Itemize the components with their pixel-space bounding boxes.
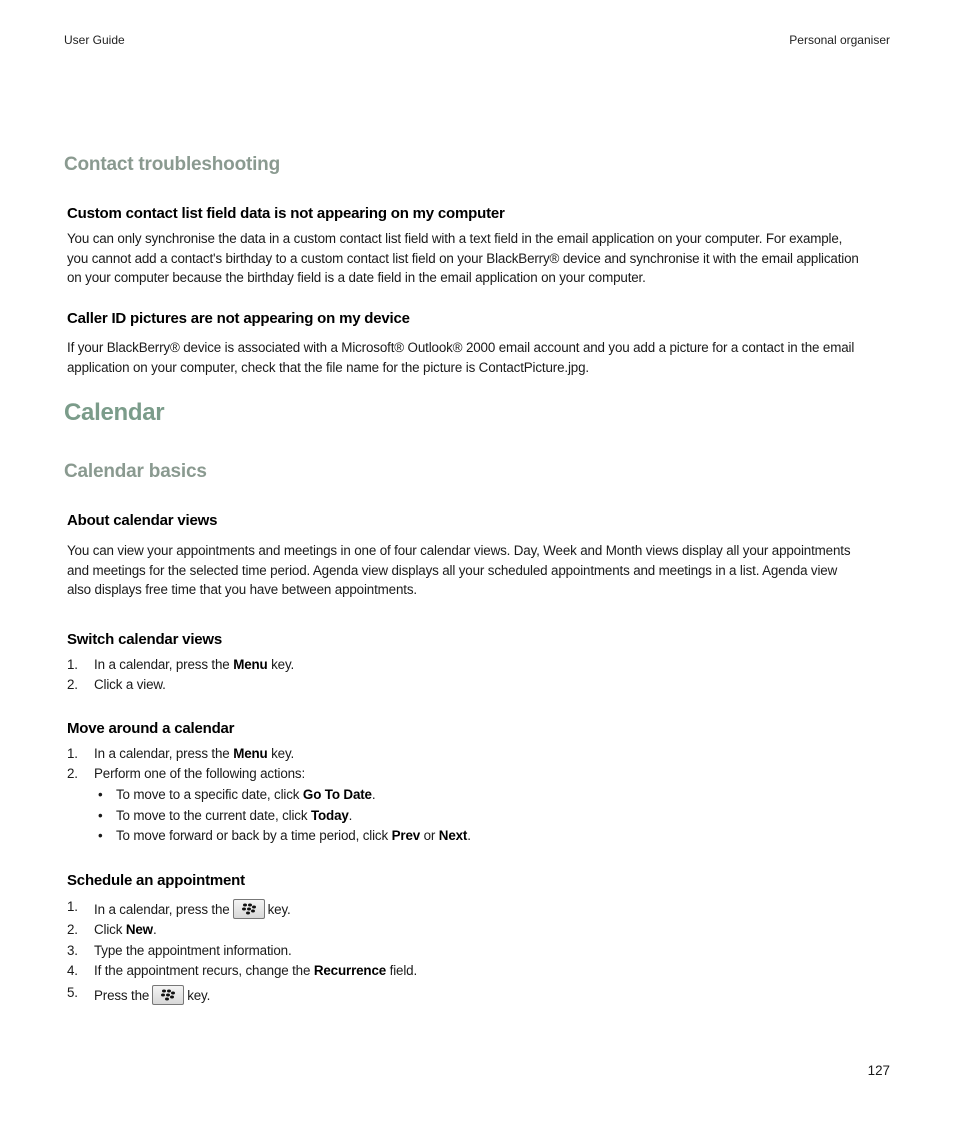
paragraph-line: on your computer because the birthday field is a date field in the email application on your computer. (67, 270, 646, 286)
heading-move-around-calendar: Move around a calendar (67, 720, 235, 737)
paragraph-line: also displays free time that you have between appointments. (67, 582, 417, 598)
step-text: Type the appointment information. (94, 943, 292, 958)
step-text: Press the key. (94, 985, 210, 1005)
paragraph-line: application on your computer, check that the file name for the picture is ContactPicture.jpg. (67, 359, 589, 375)
heading-schedule-appointment: Schedule an appointment (67, 872, 245, 889)
heading-caller-id: Caller ID pictures are not appearing on my device (67, 310, 410, 327)
step-text: In a calendar, press the key. (94, 899, 291, 919)
blackberry-escape-key-icon (233, 899, 265, 919)
bullet-text: To move to a specific date, click Go To Date. (116, 787, 376, 802)
step-number: 3. (67, 943, 78, 958)
heading-switch-calendar-views: Switch calendar views (67, 631, 223, 648)
running-header-right: Personal organiser (789, 33, 890, 47)
bullet-icon: • (98, 787, 103, 802)
step-text: Perform one of the following actions: (94, 766, 306, 781)
heading-about-calendar-views: About calendar views (67, 512, 218, 529)
bullet-text: To move to the current date, click Today. (116, 808, 353, 823)
step-number: 2. (67, 766, 78, 781)
paragraph-about-calendar-views (67, 541, 893, 600)
step-number: 1. (67, 657, 78, 672)
paragraph-line: and meetings for the selected time period. Agenda view displays all your scheduled appointments and meetings in a list. Agenda view (67, 562, 838, 578)
paragraph-line: you cannot add a contact's birthday to a custom contact list field on your BlackBerry® device and synchronise it with the email application (67, 250, 859, 266)
step-text: If the appointment recurs, change the Recurrence field. (94, 963, 418, 978)
step-number: 2. (67, 922, 78, 937)
heading-custom-field: Custom contact list field data is not appearing on my computer (67, 205, 505, 222)
step-number: 2. (67, 677, 78, 692)
menu-key-label: Menu (233, 657, 268, 672)
step-number: 1. (67, 746, 78, 761)
bullet-text: To move forward or back by a time period, click Prev or Next. (116, 828, 471, 843)
paragraph-line: If your BlackBerry® device is associated with a Microsoft® Outlook® 2000 email account and you add a picture for a contact in the email (67, 340, 855, 355)
section-title-calendar-basics: Calendar basics (64, 461, 207, 482)
bullet-icon: • (98, 808, 103, 823)
paragraph-caller-id (67, 338, 893, 377)
chapter-title-calendar: Calendar (64, 399, 165, 426)
step-text: In a calendar, press the Menu key. (94, 746, 295, 761)
paragraph-custom-field (67, 229, 893, 288)
section-title-contact-troubleshooting: Contact troubleshooting (64, 154, 280, 175)
step-text: Click a view. (94, 677, 166, 692)
step-number: 1. (67, 899, 78, 914)
menu-key-label: Menu (233, 746, 268, 761)
page-number: 127 (867, 1063, 890, 1078)
step-number: 5. (67, 985, 78, 1000)
step-text: In a calendar, press the Menu key. (94, 657, 295, 672)
step-text: Click New. (94, 922, 157, 937)
bullet-icon: • (98, 828, 103, 843)
blackberry-escape-key-icon (152, 985, 184, 1005)
paragraph-line: You can view your appointments and meetings in one of four calendar views. Day, Week and Month views display all your appointments (67, 543, 851, 558)
running-header-left: User Guide (64, 33, 125, 47)
paragraph-line: You can only synchronise the data in a custom contact list field with a text field in the email application on your computer. For example, (67, 231, 843, 246)
step-number: 4. (67, 963, 78, 978)
